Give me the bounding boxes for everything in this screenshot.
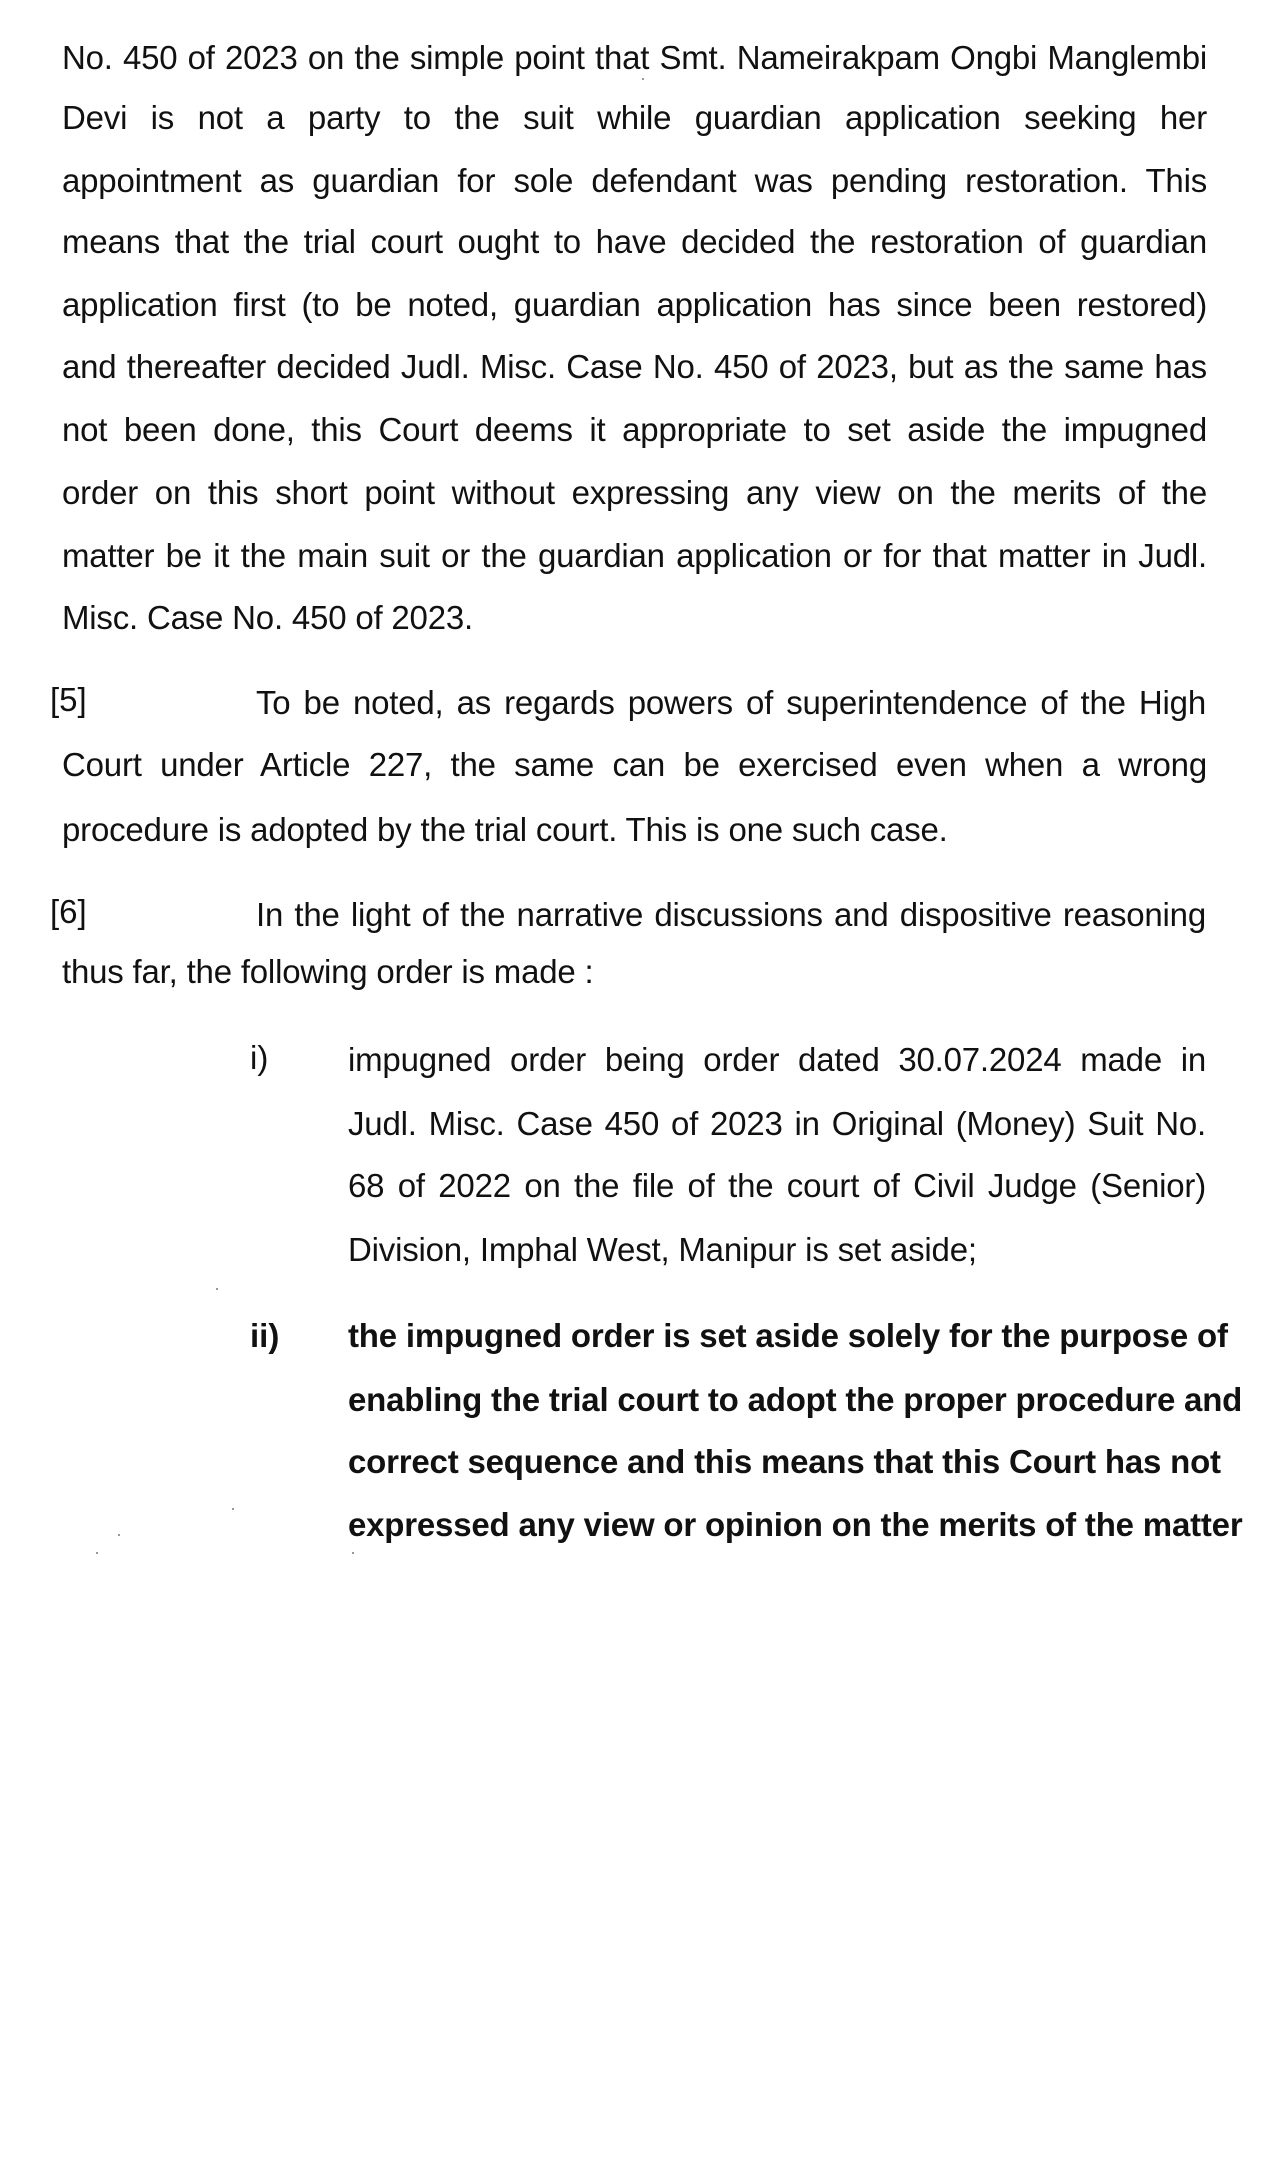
body-text-line: thus far, the following order is made : [62, 953, 594, 990]
paragraph-first-line: In the light of the narrative discussions and dispositive reasoning [256, 896, 1206, 933]
body-text-line: No. 450 of 2023 on the simple point that Smt. Nameirakpam Ongbi Manglembi [62, 39, 1207, 76]
scan-speck [352, 1552, 354, 1554]
order-item-line: Judl. Misc. Case 450 of 2023 in Original (Money) Suit No. [348, 1105, 1206, 1142]
order-item-line: the impugned order is set aside solely for the purpose of [348, 1317, 1228, 1354]
paragraph-first-line: To be noted, as regards powers of superintendence of the High [256, 684, 1206, 721]
order-item-marker: i) [250, 1039, 269, 1076]
scan-speck [642, 78, 644, 80]
body-text-line: means that the trial court ought to have decided the restoration of guardian [62, 223, 1207, 260]
order-item-line: correct sequence and this means that this Court has not [348, 1443, 1221, 1480]
order-item-line: Division, Imphal West, Manipur is set aside; [348, 1231, 977, 1268]
order-item-line: 68 of 2022 on the file of the court of Civil Judge (Senior) [348, 1167, 1206, 1204]
body-text-line: Misc. Case No. 450 of 2023. [62, 599, 473, 636]
order-item-marker: ii) [250, 1317, 280, 1354]
order-item-line: impugned order being order dated 30.07.2024 made in [348, 1041, 1206, 1078]
body-text-line: application first (to be noted, guardian application has since been restored) [62, 286, 1207, 323]
scan-speck [96, 1552, 98, 1554]
body-text-line: matter be it the main suit or the guardian application or for that matter in Judl. [62, 537, 1207, 574]
paragraph-number: [6] [50, 893, 87, 930]
scan-speck [232, 1508, 234, 1510]
body-text-line: procedure is adopted by the trial court. This is one such case. [62, 811, 948, 848]
body-text-line: order on this short point without expressing any view on the merits of the [62, 474, 1207, 511]
body-text-line: Court under Article 227, the same can be exercised even when a wrong [62, 746, 1207, 783]
body-text-line: not been done, this Court deems it appropriate to set aside the impugned [62, 411, 1207, 448]
body-text-line: Devi is not a party to the suit while guardian application seeking her [62, 99, 1207, 136]
scan-speck [118, 1534, 120, 1536]
body-text-line: and thereafter decided Judl. Misc. Case No. 450 of 2023, but as the same has [62, 348, 1207, 385]
order-item-line: expressed any view or opinion on the merits of the matter [348, 1506, 1243, 1543]
paragraph-number: [5] [50, 681, 87, 718]
order-item-line: enabling the trial court to adopt the proper procedure and [348, 1381, 1243, 1418]
body-text-line: appointment as guardian for sole defendant was pending restoration. This [62, 162, 1207, 199]
scan-speck [216, 1288, 218, 1290]
